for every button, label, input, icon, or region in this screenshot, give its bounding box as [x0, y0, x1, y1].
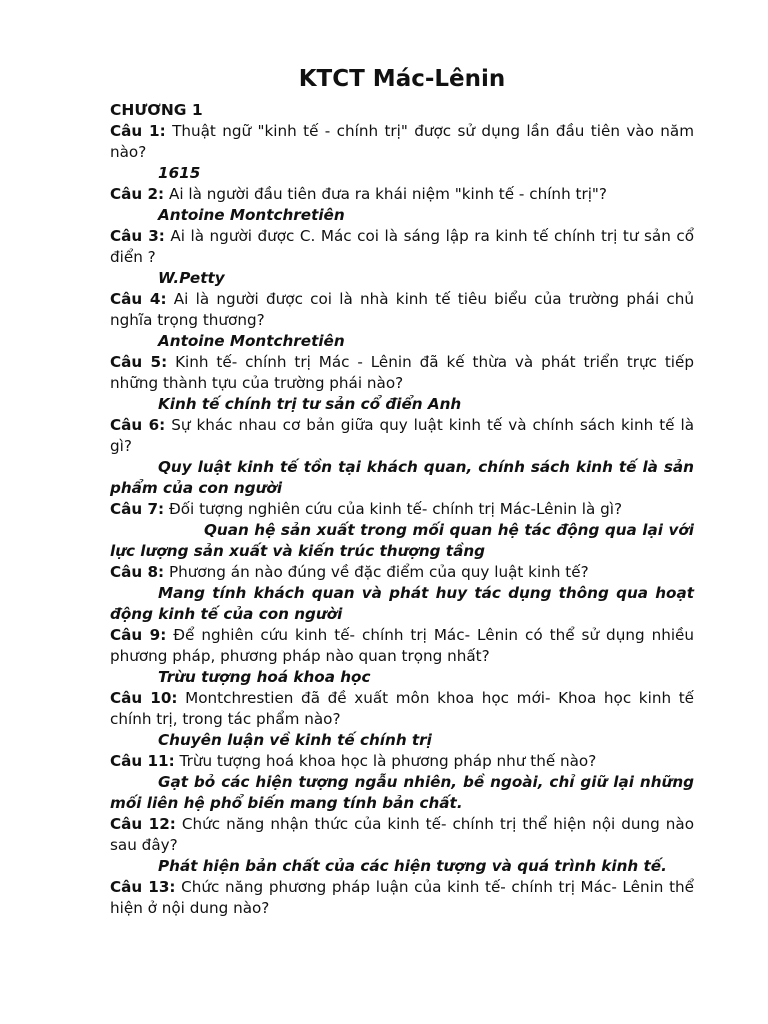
- answer-5: Kinh tế chính trị tư sản cổ điển Anh: [158, 395, 462, 413]
- answer-10: Chuyên luận về kinh tế chính trị: [158, 731, 432, 749]
- answer-11: Gạt bỏ các hiện tượng ngẫu nhiên, bề ngoài, chỉ giữ lại những mối liên hệ phổ biến mang tính bản chất.: [110, 773, 694, 812]
- question-6: [110, 415, 694, 457]
- question-11: [110, 751, 694, 772]
- question-label: Câu 6:: [110, 416, 166, 434]
- question-13: [110, 877, 694, 919]
- question-2: [110, 184, 694, 205]
- answer-4: Antoine Montchretiên: [158, 332, 345, 350]
- question-10: [110, 688, 694, 730]
- question-text: Chức năng phương pháp luận của kinh tế- chính trị Mác- Lênin thể hiện ở nội dung nào?: [110, 878, 694, 917]
- document-title: KTCT Mác-Lênin: [298, 66, 506, 92]
- question-label: Câu 4:: [110, 290, 167, 308]
- question-text: Phương án nào đúng về đặc điểm của quy luật kinh tế?: [168, 563, 589, 581]
- question-3: [110, 226, 694, 268]
- question-text: Montchrestien đã đề xuất môn khoa học mới- Khoa học kinh tế chính trị, trong tác phẩm nào?: [110, 689, 695, 728]
- chapter-heading: CHƯƠNG 1: [110, 101, 203, 119]
- question-5: [110, 352, 694, 394]
- question-label: Câu 11:: [110, 752, 175, 770]
- answer-7: Quan hệ sản xuất trong mối quan hệ tác động qua lại với lực lượng sản xuất và kiến trúc thượng tầng: [110, 521, 694, 560]
- question-label: Câu 9:: [110, 626, 167, 644]
- question-label: Câu 8:: [110, 563, 165, 581]
- question-text: Chức năng nhận thức của kinh tế- chính trị thể hiện nội dung nào sau đây?: [110, 815, 695, 854]
- answer-8: Mang tính khách quan và phát huy tác dụng thông qua hoạt động kinh tế của con người: [110, 584, 694, 623]
- question-list: [110, 121, 694, 919]
- question-label: Câu 3:: [110, 227, 165, 245]
- question-text: Sự khác nhau cơ bản giữa quy luật kinh tế và chính sách kinh tế là gì?: [110, 416, 694, 455]
- document-page: [110, 64, 694, 919]
- answer-3: W.Petty: [158, 269, 225, 287]
- question-text: Trừu tượng hoá khoa học là phương pháp như thế nào?: [179, 752, 597, 770]
- question-text: Đối tượng nghiên cứu của kinh tế- chính trị Mác-Lênin là gì?: [168, 500, 623, 518]
- question-8: [110, 562, 694, 583]
- question-label: Câu 5:: [110, 353, 168, 371]
- question-label: Câu 2:: [110, 185, 165, 203]
- answer-2: Antoine Montchretiên: [158, 206, 345, 224]
- answer-1: 1615: [158, 164, 201, 182]
- question-label: Câu 1:: [110, 122, 166, 140]
- question-text: Ai là người được C. Mác coi là sáng lập ra kinh tế chính trị tư sản cổ điển ?: [110, 227, 695, 266]
- question-text: Ai là người đầu tiên đưa ra khái niệm "kinh tế - chính trị"?: [168, 185, 607, 203]
- question-12: [110, 814, 694, 856]
- question-4: [110, 289, 694, 331]
- question-text: Ai là người được coi là nhà kinh tế tiêu biểu của trường phái chủ nghĩa trọng thương?: [110, 290, 694, 329]
- question-label: Câu 7:: [110, 500, 165, 518]
- question-label: Câu 13:: [110, 878, 176, 896]
- question-text: Để nghiên cứu kinh tế- chính trị Mác- Lênin có thể sử dụng nhiều phương pháp, phương pháp nào quan trọng nhất?: [110, 626, 695, 665]
- answer-12: Phát hiện bản chất của các hiện tượng và quá trình kinh tế.: [158, 857, 667, 875]
- question-text: Kinh tế- chính trị Mác - Lênin đã kế thừa và phát triển trực tiếp những thành tựu của trường phái nào?: [110, 353, 694, 392]
- answer-6: Quy luật kinh tế tồn tại khách quan, chính sách kinh tế là sản phẩm của con người: [110, 458, 694, 497]
- question-text: Thuật ngữ "kinh tế - chính trị" được sử dụng lần đầu tiên vào năm nào?: [110, 122, 695, 161]
- question-label: Câu 10:: [110, 689, 178, 707]
- question-1: [110, 121, 694, 163]
- answer-9: Trừu tượng hoá khoa học: [158, 668, 371, 686]
- question-9: [110, 625, 694, 667]
- question-7: [110, 499, 694, 520]
- question-label: Câu 12:: [110, 815, 176, 833]
